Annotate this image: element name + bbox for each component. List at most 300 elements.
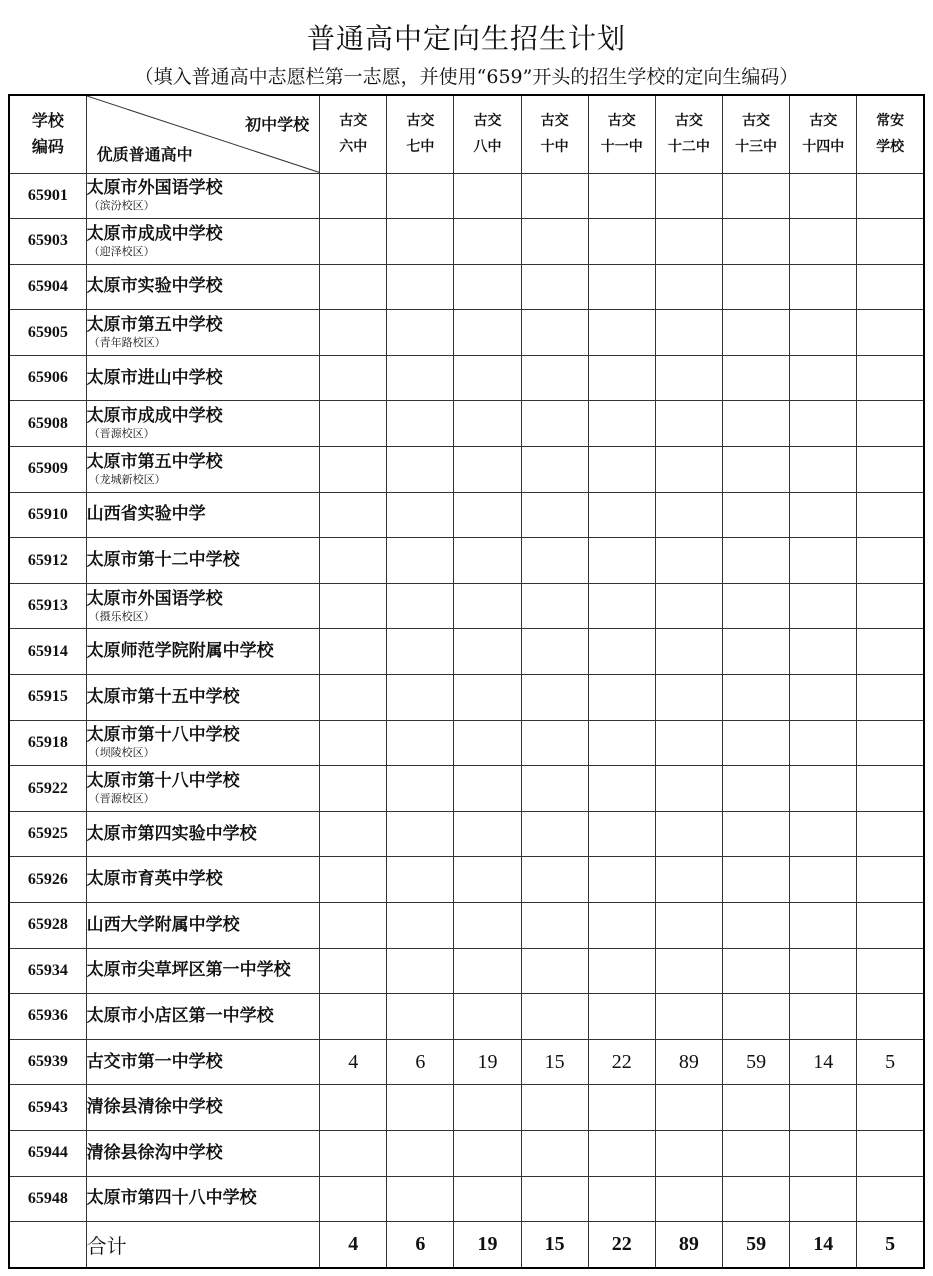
table-row [9,811,924,857]
senior-school-name: 太原市外国语学校 [86,588,223,609]
school-code-header: 学校 编码 [9,95,86,173]
quota-cell [387,994,454,1040]
senior-school-name: 清徐县清徐中学校 [86,1097,223,1118]
quota-cell [790,492,857,538]
quota-cell [588,1130,655,1176]
quota-cell [521,629,588,675]
quota-cell [588,994,655,1040]
table-row [9,857,924,903]
total-row [9,1222,924,1268]
quota-cell [790,538,857,584]
quota-cell [454,310,521,356]
quota-cell [320,583,387,629]
school-code: 65909 [9,447,86,493]
quota-cell [857,1130,924,1176]
senior-school-name-cell [86,1039,320,1085]
quota-cell [857,355,924,401]
quota-cell: 6 [387,1039,454,1085]
header-row [9,95,924,173]
total-value: 15 [521,1222,588,1268]
junior-school-header: 古交 七中 [387,95,454,173]
quota-cell [387,766,454,812]
quota-cell [387,310,454,356]
quota-cell [655,583,722,629]
quota-cell [857,173,924,219]
school-code: 65944 [9,1130,86,1176]
quota-cell [454,492,521,538]
table-row [9,1039,924,1085]
quota-cell [723,538,790,584]
total-value: 14 [790,1222,857,1268]
quota-cell: 19 [454,1039,521,1085]
quota-cell [387,1085,454,1131]
quota-cell [655,219,722,265]
quota-cell [790,219,857,265]
quota-cell [387,447,454,493]
quota-cell [655,401,722,447]
table-row [9,903,924,949]
quota-cell [723,219,790,265]
school-code: 65943 [9,1085,86,1131]
quota-cell [655,811,722,857]
quota-cell [723,766,790,812]
quota-cell [723,811,790,857]
quota-cell [454,857,521,903]
quota-cell [454,1176,521,1222]
junior-school-header: 常安 学校 [857,95,924,173]
quota-cell [454,264,521,310]
quota-cell [387,538,454,584]
quota-cell [857,447,924,493]
quota-cell [723,994,790,1040]
senior-school-name-cell [86,1176,320,1222]
enrollment-plan-table [8,94,925,1269]
quota-cell [655,1085,722,1131]
quota-cell [723,492,790,538]
senior-school-name: 古交市第一中学校 [86,1051,223,1072]
quota-cell [387,948,454,994]
quota-cell [655,1176,722,1222]
quota-cell [387,903,454,949]
quota-cell [655,857,722,903]
school-code: 65934 [9,948,86,994]
quota-cell [723,629,790,675]
quota-cell [790,629,857,675]
quota-cell [723,948,790,994]
quota-cell [723,173,790,219]
quota-cell [857,720,924,766]
quota-cell [521,903,588,949]
school-code: 65915 [9,675,86,721]
table-row [9,948,924,994]
senior-school-name: 山西大学附属中学校 [86,914,240,935]
quota-cell [454,629,521,675]
quota-cell [454,355,521,401]
table-row [9,766,924,812]
table-row [9,264,924,310]
quota-cell [521,173,588,219]
quota-cell [723,264,790,310]
senior-school-name-cell [86,355,320,401]
quota-cell [790,355,857,401]
quota-cell [588,492,655,538]
quota-cell [521,492,588,538]
table-row [9,447,924,493]
quota-cell [723,447,790,493]
senior-school-axis-label: 优质普通高中 [96,144,193,164]
quota-cell [588,629,655,675]
senior-school-name: 太原师范学院附属中学校 [86,641,274,662]
total-value: 89 [655,1222,722,1268]
table-row [9,629,924,675]
quota-cell [521,310,588,356]
campus-label: （龙城新校区） [88,472,166,486]
quota-cell [857,766,924,812]
quota-cell [723,1085,790,1131]
quota-cell [521,1176,588,1222]
quota-cell [320,766,387,812]
senior-school-name: 太原市第五中学校 [86,315,223,336]
senior-school-name: 太原市外国语学校 [86,178,223,199]
school-code: 65912 [9,538,86,584]
quota-cell [454,583,521,629]
quota-cell [387,857,454,903]
quota-cell: 59 [723,1039,790,1085]
quota-cell [723,720,790,766]
senior-school-name: 太原市第十八中学校 [86,771,240,792]
quota-cell [320,492,387,538]
quota-cell [320,173,387,219]
table-row [9,1130,924,1176]
quota-cell [655,264,722,310]
senior-school-name: 太原市第四实验中学校 [86,823,257,844]
quota-cell [588,948,655,994]
quota-cell [320,447,387,493]
quota-cell [790,310,857,356]
senior-school-name-cell [86,401,320,447]
senior-school-name-cell [86,994,320,1040]
quota-cell [521,994,588,1040]
quota-cell: 15 [521,1039,588,1085]
campus-label: （晋源校区） [88,427,155,441]
quota-cell [454,766,521,812]
quota-cell [857,811,924,857]
quota-cell [320,264,387,310]
quota-cell [790,1085,857,1131]
quota-cell [857,583,924,629]
quota-cell [723,1176,790,1222]
quota-cell: 4 [320,1039,387,1085]
quota-cell [387,629,454,675]
quota-cell [588,583,655,629]
junior-school-header: 古交 十四中 [790,95,857,173]
senior-school-name: 太原市实验中学校 [86,276,223,297]
quota-cell [521,675,588,721]
quota-cell [655,675,722,721]
quota-cell [588,675,655,721]
quota-cell [521,447,588,493]
quota-cell [857,264,924,310]
quota-cell [521,720,588,766]
senior-school-name-cell [86,173,320,219]
school-code: 65928 [9,903,86,949]
quota-cell [387,492,454,538]
quota-cell [655,948,722,994]
senior-school-name-cell [86,903,320,949]
campus-label: （滨汾校区） [88,199,155,213]
senior-school-name: 太原市第十五中学校 [86,686,240,707]
document-subtitle: （填入普通高中志愿栏第一志愿，并使用“659”开头的招生学校的定向生编码） [134,66,799,88]
quota-cell [454,1085,521,1131]
quota-cell [387,173,454,219]
quota-cell [387,1176,454,1222]
quota-cell [723,857,790,903]
senior-school-name-cell [86,675,320,721]
quota-cell [790,1176,857,1222]
quota-cell [320,720,387,766]
senior-school-name: 山西省实验中学 [86,504,206,525]
table-row [9,720,924,766]
quota-cell [723,1130,790,1176]
quota-cell [723,401,790,447]
quota-cell: 14 [790,1039,857,1085]
senior-school-name: 太原市进山中学校 [86,367,223,388]
quota-cell [320,1085,387,1131]
quota-cell [320,675,387,721]
quota-cell [588,811,655,857]
junior-school-header: 古交 十中 [521,95,588,173]
senior-school-name-cell [86,310,320,356]
quota-cell [521,811,588,857]
table-row [9,310,924,356]
quota-cell [655,310,722,356]
quota-cell [521,355,588,401]
senior-school-name-cell [86,447,320,493]
quota-cell [790,583,857,629]
quota-cell [320,811,387,857]
quota-cell [857,903,924,949]
senior-school-name: 太原市育英中学校 [86,869,223,890]
quota-cell [521,401,588,447]
quota-cell [723,310,790,356]
senior-school-name: 太原市第五中学校 [86,451,223,472]
school-code: 65913 [9,583,86,629]
quota-cell [857,1085,924,1131]
quota-cell [387,1130,454,1176]
quota-cell [588,310,655,356]
quota-cell [454,948,521,994]
quota-cell [655,355,722,401]
table-row [9,173,924,219]
total-label: 合计 [86,1222,320,1268]
junior-school-header: 古交 十一中 [588,95,655,173]
quota-cell [790,811,857,857]
school-code: 65908 [9,401,86,447]
quota-cell [588,264,655,310]
quota-cell [454,401,521,447]
quota-cell [454,219,521,265]
total-value: 4 [320,1222,387,1268]
school-code: 65926 [9,857,86,903]
table-row [9,492,924,538]
senior-school-name-cell [86,811,320,857]
senior-school-name: 太原市小店区第一中学校 [86,1005,274,1026]
quota-cell [790,720,857,766]
quota-cell [655,903,722,949]
campus-label: （摄乐校区） [88,609,155,623]
quota-cell [320,994,387,1040]
quota-cell [320,857,387,903]
quota-cell [454,811,521,857]
table-row [9,994,924,1040]
quota-cell [454,538,521,584]
quota-cell [454,903,521,949]
quota-cell [588,903,655,949]
quota-cell [588,219,655,265]
quota-cell [588,401,655,447]
document-title: 普通高中定向生招生计划 [306,22,626,55]
quota-cell [387,720,454,766]
quota-cell [857,857,924,903]
quota-cell [655,173,722,219]
quota-cell [857,538,924,584]
quota-cell [723,675,790,721]
quota-cell: 89 [655,1039,722,1085]
quota-cell [588,1085,655,1131]
junior-school-header: 古交 十三中 [723,95,790,173]
quota-cell [857,948,924,994]
senior-school-name-cell [86,766,320,812]
quota-cell [387,583,454,629]
senior-school-name: 太原市尖草坪区第一中学校 [86,960,291,981]
quota-cell [521,583,588,629]
quota-cell [387,401,454,447]
table-row [9,538,924,584]
school-code: 65948 [9,1176,86,1222]
quota-cell [588,720,655,766]
diagonal-header-cell [86,95,320,173]
school-code: 65936 [9,994,86,1040]
quota-cell [320,219,387,265]
quota-cell [521,766,588,812]
quota-cell [588,857,655,903]
campus-label: （迎泽校区） [88,244,155,258]
table-row [9,1085,924,1131]
total-value: 19 [454,1222,521,1268]
quota-cell [521,1085,588,1131]
junior-school-header: 古交 八中 [454,95,521,173]
quota-cell [857,1176,924,1222]
senior-school-name: 太原市成成中学校 [86,406,223,427]
quota-cell [521,219,588,265]
quota-cell [320,401,387,447]
table-body [9,173,924,1222]
table-row [9,219,924,265]
quota-cell [857,675,924,721]
table-row [9,401,924,447]
senior-school-name: 太原市成成中学校 [86,223,223,244]
senior-school-name: 清徐县徐沟中学校 [86,1142,223,1163]
quota-cell [320,629,387,675]
senior-school-name: 太原市第十八中学校 [86,725,240,746]
quota-cell [790,264,857,310]
table-row [9,1176,924,1222]
quota-cell [588,538,655,584]
quota-cell [857,401,924,447]
quota-cell [790,173,857,219]
total-code-cell [9,1222,86,1268]
quota-cell [320,310,387,356]
campus-label: （坝陵校区） [88,746,155,760]
quota-cell [521,857,588,903]
campus-label: （晋源校区） [88,792,155,806]
senior-school-name: 太原市第四十八中学校 [86,1188,257,1209]
quota-cell [320,355,387,401]
quota-cell [790,401,857,447]
quota-cell [857,629,924,675]
campus-label: （青年路校区） [88,336,166,350]
quota-cell [723,355,790,401]
quota-cell [790,994,857,1040]
quota-cell [588,447,655,493]
table-row [9,583,924,629]
quota-cell [387,355,454,401]
quota-cell [320,1176,387,1222]
quota-cell [387,264,454,310]
quota-cell [454,720,521,766]
senior-school-name-cell [86,538,320,584]
school-code: 65925 [9,811,86,857]
quota-cell [655,538,722,584]
quota-cell [387,811,454,857]
quota-cell [655,994,722,1040]
quota-cell: 5 [857,1039,924,1085]
quota-cell [723,903,790,949]
quota-cell [857,492,924,538]
senior-school-name-cell [86,1085,320,1131]
senior-school-name-cell [86,264,320,310]
quota-cell [790,447,857,493]
quota-cell [454,675,521,721]
school-code: 65914 [9,629,86,675]
quota-cell [320,948,387,994]
senior-school-name-cell [86,219,320,265]
quota-cell [521,1130,588,1176]
senior-school-name-cell [86,629,320,675]
school-code: 65904 [9,264,86,310]
quota-cell: 22 [588,1039,655,1085]
junior-school-header: 古交 十二中 [655,95,722,173]
quota-cell [320,903,387,949]
quota-cell [723,583,790,629]
school-code: 65906 [9,355,86,401]
table-row [9,355,924,401]
quota-cell [320,1130,387,1176]
quota-cell [588,173,655,219]
quota-cell [521,264,588,310]
quota-cell [655,766,722,812]
quota-cell [588,766,655,812]
junior-school-header: 古交 六中 [320,95,387,173]
senior-school-name: 太原市第十二中学校 [86,550,240,571]
quota-cell [454,447,521,493]
total-value: 6 [387,1222,454,1268]
quota-cell [655,447,722,493]
quota-cell [454,994,521,1040]
quota-cell [387,675,454,721]
school-code: 65903 [9,219,86,265]
quota-cell [588,1176,655,1222]
